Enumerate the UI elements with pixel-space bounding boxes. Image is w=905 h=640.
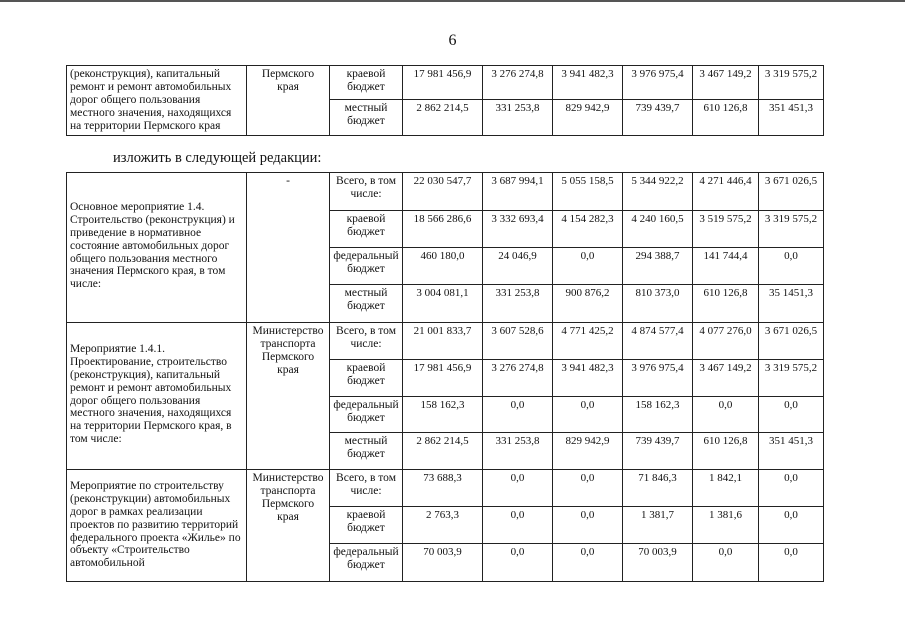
funding-source: краевой бюджет [330,360,403,397]
amount-cell: 0,0 [693,544,759,582]
amount-cell: 3 319 575,2 [759,360,824,397]
scan-edge-line [0,0,905,2]
funding-source: федеральный бюджет [330,248,403,285]
amount-cell: 0,0 [483,397,553,433]
amount-cell: 3 319 575,2 [759,66,824,100]
amount-cell: 294 388,7 [623,248,693,285]
amount-cell: 0,0 [553,544,623,582]
funding-source: Всего, в том числе: [330,173,403,211]
amount-cell: 70 003,9 [623,544,693,582]
amount-cell: 17 981 456,9 [403,360,483,397]
amount-cell: 0,0 [553,248,623,285]
amount-cell: 3 671 026,5 [759,323,824,360]
amount-cell: 3 276 274,8 [483,66,553,100]
amount-cell: 331 253,8 [483,433,553,470]
edit-instruction: изложить в следующей редакции: [113,150,322,166]
table-row [67,66,824,100]
funding-source: краевой бюджет [330,66,403,100]
amount-cell: 73 688,3 [403,470,483,507]
funding-source: краевой бюджет [330,507,403,544]
executor-cell: Министерство транспорта Пермского края [247,323,330,470]
amount-cell: 810 373,0 [623,285,693,323]
table-row [67,323,824,360]
amount-cell: 21 001 833,7 [403,323,483,360]
amount-cell: 610 126,8 [693,433,759,470]
funding-source: Всего, в том числе: [330,323,403,360]
budget-table [66,172,824,582]
amount-cell: 1 381,7 [623,507,693,544]
amount-cell: 4 154 282,3 [553,211,623,248]
top-table-fragment [66,65,824,136]
amount-cell: 4 077 276,0 [693,323,759,360]
amount-cell: 3 467 149,2 [693,360,759,397]
amount-cell: 0,0 [759,470,824,507]
amount-cell: 0,0 [553,507,623,544]
page-number: 6 [448,32,457,49]
amount-cell: 1 842,1 [693,470,759,507]
funding-source: местный бюджет [330,285,403,323]
amount-cell: 0,0 [553,397,623,433]
amount-cell: 0,0 [553,470,623,507]
measure-name: (реконструкция), капитальный ремонт и ремонт автомобильных дорог общего пользования местного значения, находящихся на территории Пермского края [67,66,247,136]
amount-cell: 0,0 [483,507,553,544]
amount-cell: 70 003,9 [403,544,483,582]
amount-cell: 18 566 286,6 [403,211,483,248]
amount-cell: 158 162,3 [403,397,483,433]
amount-cell: 0,0 [759,248,824,285]
amount-cell: 3 319 575,2 [759,211,824,248]
amount-cell: 2 862 214,5 [403,433,483,470]
amount-cell: 331 253,8 [483,100,553,136]
funding-source: местный бюджет [330,433,403,470]
amount-cell: 3 941 482,3 [553,66,623,100]
amount-cell: 3 467 149,2 [693,66,759,100]
measure-name: Мероприятие 1.4.1. Проектирование, строительство (реконструкция), капитальный ремонт и ремонт автомобильных дорог общего пользования местного значения, находящихся на территории Пермского края, в том числе: [67,323,247,470]
amount-cell: 3 332 693,4 [483,211,553,248]
table-row [67,173,824,211]
amount-cell: 158 162,3 [623,397,693,433]
amount-cell: 739 439,7 [623,100,693,136]
amount-cell: 3 941 482,3 [553,360,623,397]
amount-cell: 3 004 081,1 [403,285,483,323]
amount-cell: 460 180,0 [403,248,483,285]
executor-cell: Пермского края [247,66,330,136]
table-row [67,470,824,507]
amount-cell: 24 046,9 [483,248,553,285]
amount-cell: 351 451,3 [759,433,824,470]
executor-cell: - [247,173,330,323]
amount-cell: 2 763,3 [403,507,483,544]
amount-cell: 739 439,7 [623,433,693,470]
funding-source: федеральный бюджет [330,544,403,582]
amount-cell: 5 344 922,2 [623,173,693,211]
funding-source: Всего, в том числе: [330,470,403,507]
amount-cell: 3 671 026,5 [759,173,824,211]
amount-cell: 610 126,8 [693,100,759,136]
funding-source: краевой бюджет [330,211,403,248]
amount-cell: 0,0 [759,544,824,582]
amount-cell: 3 276 274,8 [483,360,553,397]
measure-name: Мероприятие по строительству (реконструкции) автомобильных дорог в рамках реализации проектов по развитию территорий федерального проекта «Жилье» по объекту «Строительство автомобильной [67,470,247,582]
amount-cell: 0,0 [693,397,759,433]
amount-cell: 4 874 577,4 [623,323,693,360]
amount-cell: 351 451,3 [759,100,824,136]
amount-cell: 829 942,9 [553,100,623,136]
funding-source: федеральный бюджет [330,397,403,433]
amount-cell: 4 240 160,5 [623,211,693,248]
amount-cell: 17 981 456,9 [403,66,483,100]
funding-source: местный бюджет [330,100,403,136]
amount-cell: 3 687 994,1 [483,173,553,211]
amount-cell: 22 030 547,7 [403,173,483,211]
amount-cell: 610 126,8 [693,285,759,323]
amount-cell: 1 381,6 [693,507,759,544]
amount-cell: 4 271 446,4 [693,173,759,211]
amount-cell: 900 876,2 [553,285,623,323]
amount-cell: 2 862 214,5 [403,100,483,136]
amount-cell: 5 055 158,5 [553,173,623,211]
amount-cell: 331 253,8 [483,285,553,323]
amount-cell: 3 976 975,4 [623,360,693,397]
amount-cell: 141 744,4 [693,248,759,285]
amount-cell: 829 942,9 [553,433,623,470]
amount-cell: 4 771 425,2 [553,323,623,360]
amount-cell: 0,0 [483,470,553,507]
amount-cell: 3 976 975,4 [623,66,693,100]
amount-cell: 3 607 528,6 [483,323,553,360]
amount-cell: 0,0 [759,397,824,433]
amount-cell: 35 1451,3 [759,285,824,323]
amount-cell: 3 519 575,2 [693,211,759,248]
amount-cell: 0,0 [483,544,553,582]
measure-name: Основное мероприятие 1.4. Строительство (реконструкция) и приведение в нормативное состояние автомобильных дорог общего пользования местного значения Пермского края, в том числе: [67,173,247,323]
executor-cell: Министерство транспорта Пермского края [247,470,330,582]
amount-cell: 71 846,3 [623,470,693,507]
amount-cell: 0,0 [759,507,824,544]
